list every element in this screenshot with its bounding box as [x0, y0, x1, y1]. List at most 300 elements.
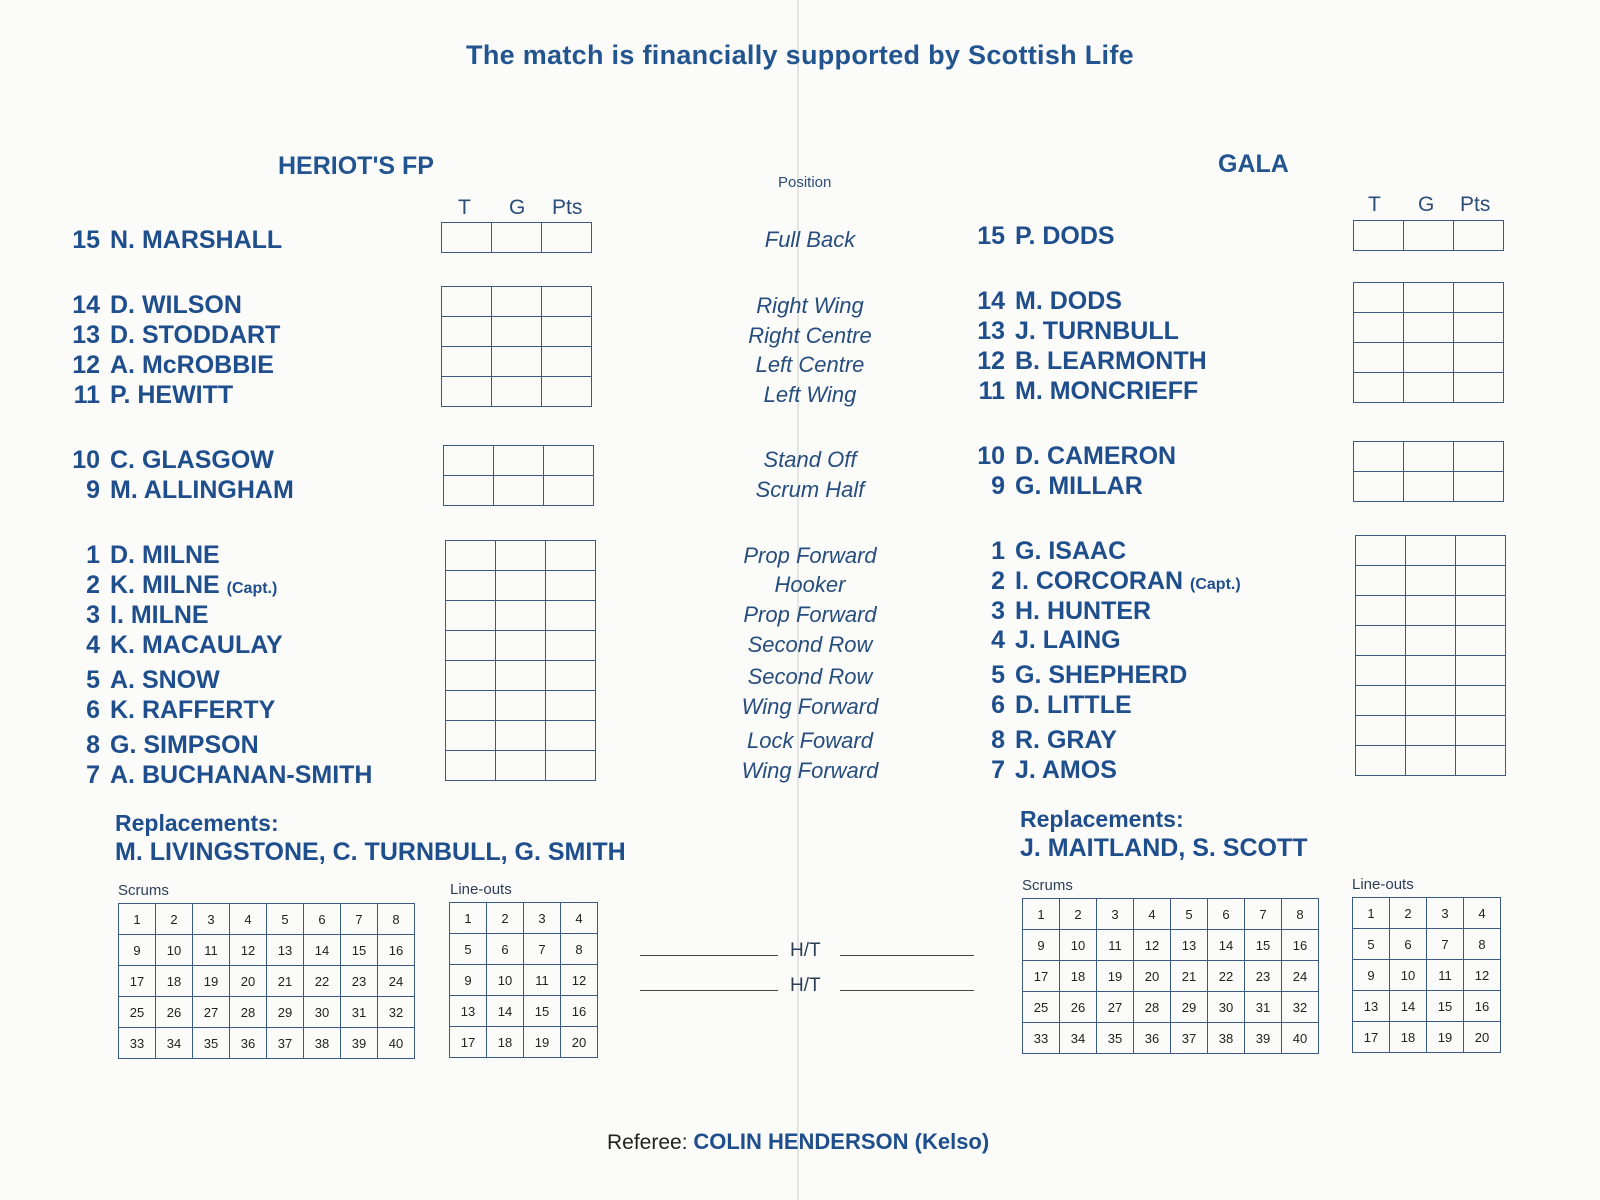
home-replacements-label: Replacements:	[115, 810, 279, 836]
score-cell	[444, 476, 494, 506]
grid-cell: 31	[1245, 992, 1282, 1023]
away-ht-blank	[840, 955, 974, 956]
score-cell	[546, 751, 596, 781]
player-name: D. WILSON	[110, 291, 242, 319]
grid-cell: 18	[1060, 961, 1097, 992]
grid-cell: 15	[341, 935, 378, 966]
score-cell	[496, 721, 546, 751]
referee-name: COLIN HENDERSON (Kelso)	[693, 1129, 990, 1154]
grid-cell: 10	[156, 935, 193, 966]
home-col-g: G	[509, 196, 526, 219]
score-cell	[1404, 313, 1454, 343]
ht-label-1: H/T	[790, 940, 821, 961]
player-name: H. HUNTER	[1015, 597, 1152, 625]
away-player-row	[965, 221, 1115, 251]
jersey-number: 4	[991, 626, 1005, 654]
jersey-number: 13	[72, 321, 100, 349]
grid-cell: 15	[524, 996, 561, 1027]
score-cell	[1356, 596, 1406, 626]
position-label: Second Row	[747, 632, 873, 657]
jersey-number: 13	[977, 317, 1005, 345]
score-row	[442, 347, 592, 377]
grid-row	[1353, 1022, 1501, 1053]
jersey-number: 14	[72, 291, 100, 319]
score-cell	[1456, 656, 1506, 686]
grid-cell: 3	[193, 904, 230, 935]
grid-cell: 17	[450, 1027, 487, 1058]
score-row	[1354, 472, 1504, 502]
grid-cell: 11	[1097, 930, 1134, 961]
score-cell	[542, 377, 592, 407]
home-player-row	[60, 730, 259, 760]
score-cell	[492, 377, 542, 407]
position-label: Prop Forward	[743, 602, 877, 627]
away-player-row	[965, 346, 1207, 376]
score-row	[1354, 283, 1504, 313]
score-cell	[1406, 566, 1456, 596]
score-cell	[1404, 472, 1454, 502]
grid-row	[1353, 898, 1501, 929]
player-name: R. GRAY	[1015, 726, 1117, 754]
away-player-row	[965, 471, 1143, 501]
player-name: P. HEWITT	[110, 381, 234, 409]
grid-cell: 17	[1023, 961, 1060, 992]
grid-cell: 13	[267, 935, 304, 966]
grid-cell: 27	[1097, 992, 1134, 1023]
score-row	[1356, 626, 1506, 656]
grid-cell: 13	[450, 996, 487, 1027]
score-row	[1354, 221, 1504, 251]
grid-cell: 17	[1353, 1022, 1390, 1053]
score-row	[446, 661, 596, 691]
score-cell	[442, 287, 492, 317]
score-cell	[444, 446, 494, 476]
player-name: K. RAFFERTY	[110, 696, 276, 724]
grid-row	[1023, 899, 1319, 930]
score-cell	[446, 721, 496, 751]
score-cell	[446, 661, 496, 691]
score-cell	[446, 541, 496, 571]
score-cell	[1454, 472, 1504, 502]
home-player-row	[60, 570, 277, 604]
grid-cell: 6	[1390, 929, 1427, 960]
grid-cell: 21	[1171, 961, 1208, 992]
score-cell	[1456, 746, 1506, 776]
home-replacements: M. LIVINGSTONE, C. TURNBULL, G. SMITH	[115, 838, 626, 866]
player-name: J. LAING	[1015, 626, 1121, 654]
grid-cell: 37	[1171, 1023, 1208, 1054]
grid-cell: 4	[561, 903, 598, 934]
score-cell	[1406, 746, 1456, 776]
grid-cell: 23	[1245, 961, 1282, 992]
score-cell	[1354, 442, 1404, 472]
grid-cell: 4	[230, 904, 267, 935]
grid-cell: 36	[1134, 1023, 1171, 1054]
grid-cell: 14	[1390, 991, 1427, 1022]
grid-cell: 14	[304, 935, 341, 966]
grid-cell: 30	[304, 997, 341, 1028]
grid-cell: 15	[1427, 991, 1464, 1022]
grid-cell: 3	[1427, 898, 1464, 929]
score-cell	[1404, 373, 1454, 403]
score-row	[1356, 596, 1506, 626]
home-player-row	[60, 630, 283, 660]
score-cell	[1356, 716, 1406, 746]
score-row	[446, 721, 596, 751]
referee-line	[607, 1129, 989, 1155]
score-row	[1356, 566, 1506, 596]
grid-cell: 2	[156, 904, 193, 935]
home-score-box-halves	[443, 445, 594, 506]
score-cell	[446, 691, 496, 721]
home-ht-blank-2	[640, 990, 778, 991]
score-cell	[1404, 343, 1454, 373]
jersey-number: 9	[991, 472, 1005, 500]
score-cell	[1354, 472, 1404, 502]
grid-cell: 40	[378, 1028, 415, 1059]
grid-cell: 3	[524, 903, 561, 934]
player-name: A. BUCHANAN-SMITH	[110, 761, 373, 789]
grid-cell: 20	[230, 966, 267, 997]
grid-cell: 1	[450, 903, 487, 934]
player-name: M. MONCRIEFF	[1015, 377, 1199, 405]
score-cell	[446, 631, 496, 661]
score-cell	[1456, 536, 1506, 566]
away-col-pts: Pts	[1460, 193, 1491, 216]
grid-cell: 2	[487, 903, 524, 934]
player-name: B. LEARMONTH	[1015, 347, 1207, 375]
jersey-number: 1	[86, 541, 100, 569]
jersey-number: 5	[86, 666, 100, 694]
grid-cell: 33	[119, 1028, 156, 1059]
grid-cell: 1	[1353, 898, 1390, 929]
score-cell	[1454, 313, 1504, 343]
away-player-row	[965, 566, 1241, 600]
score-cell	[1406, 656, 1456, 686]
score-cell	[1454, 442, 1504, 472]
grid-row	[119, 966, 415, 997]
home-player-row	[60, 760, 372, 790]
grid-cell: 9	[1353, 960, 1390, 991]
grid-cell: 40	[1282, 1023, 1319, 1054]
ht-label-2: H/T	[790, 975, 821, 996]
grid-cell: 4	[1464, 898, 1501, 929]
position-label: Hooker	[774, 572, 846, 597]
home-player-row	[60, 380, 233, 410]
score-row	[1356, 746, 1506, 776]
grid-cell: 6	[304, 904, 341, 935]
jersey-number: 1	[991, 537, 1005, 565]
score-cell	[1406, 536, 1456, 566]
score-row	[444, 446, 594, 476]
home-player-row	[60, 320, 280, 350]
score-cell	[446, 751, 496, 781]
home-col-pts: Pts	[552, 196, 583, 219]
position-label: Wing Forward	[741, 758, 879, 783]
score-cell	[492, 347, 542, 377]
grid-cell: 9	[119, 935, 156, 966]
grid-cell: 30	[1208, 992, 1245, 1023]
score-row	[1356, 686, 1506, 716]
grid-row	[1353, 929, 1501, 960]
grid-cell: 22	[1208, 961, 1245, 992]
grid-cell: 38	[1208, 1023, 1245, 1054]
home-scrums-grid	[118, 903, 415, 1059]
grid-row	[1023, 992, 1319, 1023]
score-row	[446, 691, 596, 721]
grid-cell: 18	[487, 1027, 524, 1058]
grid-cell: 21	[267, 966, 304, 997]
grid-cell: 16	[378, 935, 415, 966]
score-row	[446, 571, 596, 601]
home-player-row	[60, 695, 275, 725]
away-player-row	[965, 755, 1117, 785]
score-cell	[442, 377, 492, 407]
grid-cell: 1	[119, 904, 156, 935]
player-name: I. CORCORAN	[1015, 567, 1184, 595]
home-player-row	[60, 225, 282, 255]
score-row	[446, 631, 596, 661]
grid-cell: 5	[1171, 899, 1208, 930]
player-name: G. SHEPHERD	[1015, 661, 1188, 689]
position-label: Stand Off	[763, 447, 857, 472]
away-lineouts-grid	[1352, 897, 1501, 1053]
away-player-row	[965, 690, 1132, 720]
position-label: Second Row	[747, 664, 873, 689]
jersey-number: 6	[86, 696, 100, 724]
grid-cell: 31	[341, 997, 378, 1028]
jersey-number: 14	[977, 287, 1005, 315]
jersey-number: 8	[991, 726, 1005, 754]
jersey-number: 7	[86, 761, 100, 789]
jersey-number: 9	[86, 476, 100, 504]
grid-cell: 17	[119, 966, 156, 997]
grid-cell: 15	[1245, 930, 1282, 961]
jersey-number: 8	[86, 731, 100, 759]
grid-cell: 10	[1390, 960, 1427, 991]
jersey-number: 5	[991, 661, 1005, 689]
score-row	[446, 541, 596, 571]
score-row	[442, 223, 592, 253]
score-row	[1356, 656, 1506, 686]
home-score-box-backs	[441, 286, 592, 407]
home-player-row	[60, 350, 274, 380]
page-title: The match is financially supported by Scottish Life	[466, 40, 1134, 70]
grid-cell: 5	[267, 904, 304, 935]
score-cell	[494, 476, 544, 506]
grid-cell: 2	[1390, 898, 1427, 929]
grid-cell: 33	[1023, 1023, 1060, 1054]
score-cell	[496, 661, 546, 691]
grid-row	[1023, 961, 1319, 992]
grid-cell: 10	[487, 965, 524, 996]
grid-cell: 14	[487, 996, 524, 1027]
grid-cell: 25	[1023, 992, 1060, 1023]
away-col-g: G	[1418, 193, 1435, 216]
score-cell	[546, 601, 596, 631]
jersey-number: 4	[86, 631, 100, 659]
away-ht-blank-2	[840, 990, 974, 991]
jersey-number: 3	[991, 597, 1005, 625]
grid-cell: 39	[1245, 1023, 1282, 1054]
grid-cell: 5	[1353, 929, 1390, 960]
home-col-t: T	[458, 196, 471, 219]
grid-cell: 7	[1427, 929, 1464, 960]
score-row	[446, 601, 596, 631]
jersey-number: 11	[978, 377, 1005, 405]
jersey-number: 6	[991, 691, 1005, 719]
score-cell	[446, 601, 496, 631]
score-cell	[546, 571, 596, 601]
grid-cell: 10	[1060, 930, 1097, 961]
score-cell	[1356, 686, 1406, 716]
score-cell	[1454, 343, 1504, 373]
grid-cell: 7	[524, 934, 561, 965]
score-cell	[1356, 566, 1406, 596]
grid-cell: 36	[230, 1028, 267, 1059]
grid-row	[1023, 930, 1319, 961]
score-cell	[1356, 656, 1406, 686]
grid-cell: 13	[1353, 991, 1390, 1022]
away-scrums-label: Scrums	[1022, 877, 1073, 894]
score-row	[444, 476, 594, 506]
away-player-row	[965, 376, 1198, 406]
player-name: D. CAMERON	[1015, 442, 1177, 470]
grid-cell: 5	[450, 934, 487, 965]
jersey-number: 11	[73, 381, 100, 409]
jersey-number: 12	[72, 351, 100, 379]
score-cell	[546, 661, 596, 691]
grid-cell: 13	[1171, 930, 1208, 961]
referee-label: Referee:	[607, 1131, 688, 1154]
grid-cell: 23	[341, 966, 378, 997]
home-player-row	[60, 540, 220, 570]
score-cell	[1354, 313, 1404, 343]
grid-cell: 12	[1464, 960, 1501, 991]
away-player-row	[965, 660, 1187, 690]
score-cell	[1454, 221, 1504, 251]
player-name: J. AMOS	[1015, 756, 1117, 784]
grid-cell: 19	[524, 1027, 561, 1058]
grid-row	[450, 1027, 598, 1058]
player-name: D. STODDART	[110, 321, 281, 349]
grid-cell: 9	[450, 965, 487, 996]
grid-cell: 14	[1208, 930, 1245, 961]
score-cell	[1456, 626, 1506, 656]
grid-cell: 18	[1390, 1022, 1427, 1053]
grid-cell: 39	[341, 1028, 378, 1059]
score-cell	[442, 347, 492, 377]
home-score-box-fullback	[441, 222, 592, 253]
grid-cell: 24	[378, 966, 415, 997]
score-cell	[1406, 716, 1456, 746]
score-cell	[1456, 566, 1506, 596]
score-cell	[1454, 373, 1504, 403]
jersey-number: 10	[72, 446, 100, 474]
grid-cell: 29	[1171, 992, 1208, 1023]
player-name: K. MILNE	[110, 571, 220, 599]
grid-cell: 20	[1464, 1022, 1501, 1053]
player-name: G. MILLAR	[1015, 472, 1143, 500]
score-cell	[1456, 596, 1506, 626]
score-cell	[1354, 373, 1404, 403]
grid-row	[450, 903, 598, 934]
grid-cell: 4	[1134, 899, 1171, 930]
grid-cell: 8	[561, 934, 598, 965]
grid-row	[119, 997, 415, 1028]
score-cell	[1356, 746, 1406, 776]
score-cell	[446, 571, 496, 601]
position-label: Right Centre	[748, 323, 872, 348]
score-cell	[492, 287, 542, 317]
jersey-number: 7	[991, 756, 1005, 784]
away-team-name: GALA	[1218, 150, 1289, 178]
grid-cell: 11	[524, 965, 561, 996]
score-cell	[1356, 536, 1406, 566]
grid-cell: 12	[230, 935, 267, 966]
player-name: P. DODS	[1015, 222, 1115, 250]
score-cell	[496, 751, 546, 781]
score-cell	[1354, 283, 1404, 313]
jersey-number: 2	[86, 571, 100, 599]
player-name: G. SIMPSON	[110, 731, 259, 759]
score-cell	[542, 317, 592, 347]
home-ht-blank	[640, 955, 778, 956]
away-player-row	[965, 286, 1122, 316]
grid-cell: 28	[230, 997, 267, 1028]
score-cell	[546, 541, 596, 571]
score-row	[442, 317, 592, 347]
position-header: Position	[778, 174, 832, 191]
grid-row	[1023, 1023, 1319, 1054]
home-scrums-label: Scrums	[118, 882, 169, 899]
score-cell	[542, 347, 592, 377]
position-label: Left Wing	[763, 382, 857, 407]
player-name: N. MARSHALL	[110, 226, 283, 254]
score-cell	[492, 223, 542, 253]
score-cell	[1454, 283, 1504, 313]
jersey-number: 2	[991, 567, 1005, 595]
grid-cell: 29	[267, 997, 304, 1028]
captain-marker: (Capt.)	[226, 580, 278, 597]
home-lineouts-grid	[449, 902, 598, 1058]
score-cell	[1406, 626, 1456, 656]
player-name: A. McROBBIE	[110, 351, 274, 379]
score-row	[1356, 716, 1506, 746]
away-replacements-label: Replacements:	[1020, 806, 1184, 832]
grid-cell: 3	[1097, 899, 1134, 930]
grid-row	[119, 1028, 415, 1059]
score-cell	[546, 721, 596, 751]
away-col-t: T	[1368, 193, 1381, 216]
position-label: Right Wing	[756, 293, 864, 318]
grid-cell: 26	[1060, 992, 1097, 1023]
grid-cell: 6	[487, 934, 524, 965]
away-player-row	[965, 441, 1176, 471]
grid-cell: 16	[1282, 930, 1319, 961]
grid-cell: 27	[193, 997, 230, 1028]
grid-cell: 12	[561, 965, 598, 996]
home-score-box-forwards	[445, 540, 596, 781]
score-cell	[544, 476, 594, 506]
score-cell	[1404, 442, 1454, 472]
away-score-box-backs	[1353, 282, 1504, 403]
grid-row	[450, 965, 598, 996]
grid-cell: 19	[1097, 961, 1134, 992]
home-player-row	[60, 290, 242, 320]
away-score-box-halves	[1353, 441, 1504, 502]
player-name: K. MACAULAY	[110, 631, 283, 659]
